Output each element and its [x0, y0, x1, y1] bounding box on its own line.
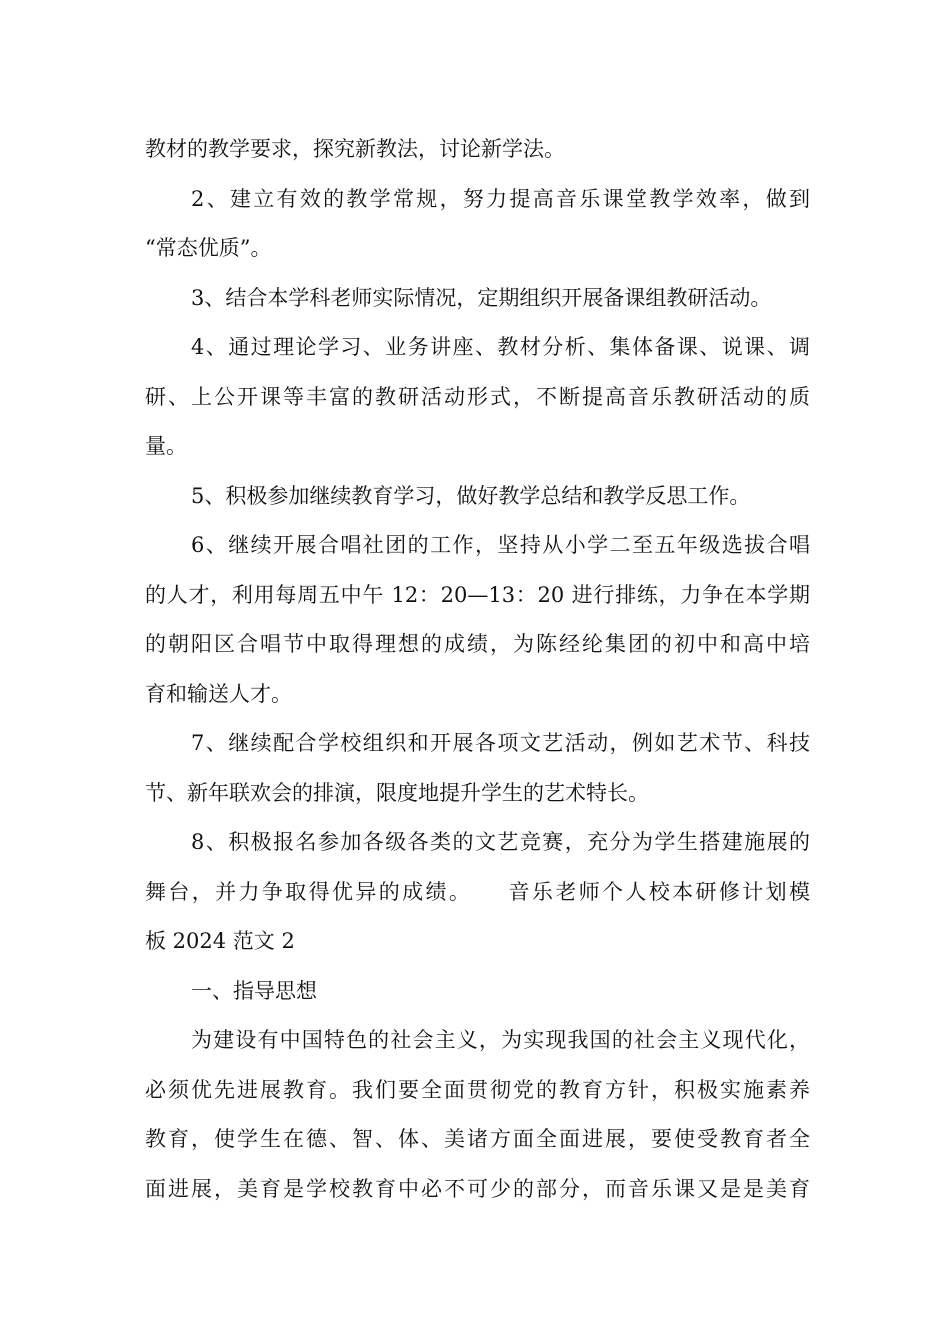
text-line: 面进展，美育是学校教育中必不可少的部分，而音乐课又是是美育: [145, 1176, 810, 1201]
text-line: 7、继续配合学校组织和开展各项文艺活动，例如艺术节、科技: [191, 731, 810, 755]
text-line: 教材的教学要求，探究新教法，讨论新学法。: [145, 137, 565, 161]
body-text: [145, 125, 810, 1214]
text-line: 8、积极报名参加各级各类的文艺竞赛，充分为学生搭建施展的: [191, 830, 810, 854]
text-line: 5、积极参加继续教育学习，做好教学总结和教学反思工作。: [191, 483, 751, 508]
text-line: “常态优质”。: [145, 236, 272, 260]
text-line: 的朝阳区合唱节中取得理想的成绩，为陈经纶集团的初中和高中培: [145, 632, 810, 656]
text-line: 育和输送人才。: [145, 681, 292, 706]
text-line: 板 2024 范文 2: [145, 929, 295, 953]
section-heading: 一、指导思想: [191, 978, 317, 1003]
text-line: 舞台，并力争取得优异的成绩。 音乐老师个人校本研修计划模: [145, 879, 810, 904]
text-line: 教育，使学生在德、智、体、美诸方面全面进展，要使受教育者全: [145, 1127, 810, 1151]
text-line: 6、继续开展合唱社团的工作，坚持从小学二至五年级选拔合唱: [191, 533, 810, 557]
text-line: 节、新年联欢会的排演，限度地提升学生的艺术特长。: [145, 780, 649, 805]
text-line: 量。: [145, 434, 187, 458]
text-line: 为建设有中国特色的社会主义，为实现我国的社会主义现代化，: [191, 1028, 810, 1052]
text-line: 4、通过理论学习、业务讲座、教材分析、集体备课、说课、调: [191, 335, 810, 359]
text-line: 3、结合本学科老师实际情况，定期组织开展备课组教研活动。: [191, 285, 772, 310]
text-line: 的人才，利用每周五中午 12：20—13：20 进行排练，力争在本学期: [145, 582, 810, 607]
text-line: 研、上公开课等丰富的教研活动形式，不断提高音乐教研活动的质: [145, 384, 810, 409]
text-line: 必须优先进展教育。我们要全面贯彻党的教育方针，积极实施素养: [145, 1077, 810, 1102]
text-line: 2、建立有效的教学常规，努力提高音乐课堂教学效率，做到: [191, 186, 810, 211]
